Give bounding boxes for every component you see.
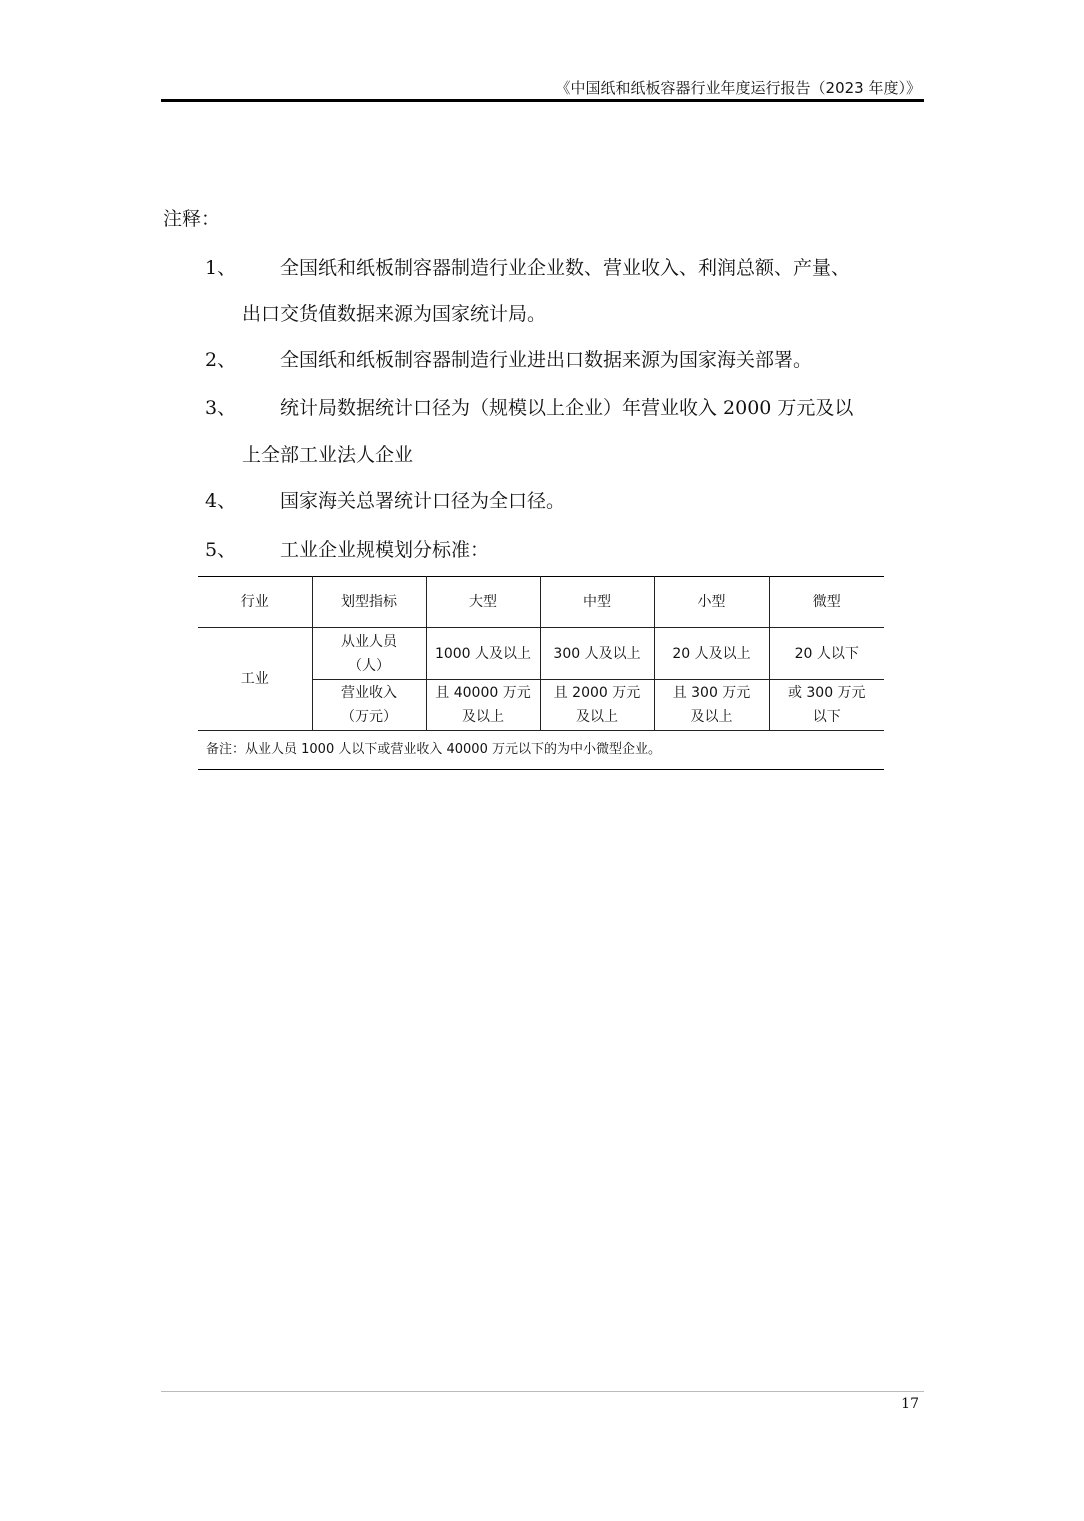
column-header: 大型: [426, 577, 540, 628]
cell-line: 且 2000 万元: [553, 685, 641, 701]
value-cell: [769, 628, 884, 680]
value-cell: [654, 680, 769, 731]
column-header: 划型指标: [312, 577, 426, 628]
column-header: 行业: [198, 577, 312, 628]
cell-line: 从业人员: [341, 633, 397, 650]
note-number: 1、: [205, 257, 237, 279]
page-number: 17: [901, 1396, 919, 1412]
table-footnote: 备注：从业人员 1000 人以下或营业收入 40000 万元以下的为中小微型企业。: [198, 731, 884, 770]
cell-line: 20 人及以上: [672, 645, 751, 662]
cell-line: 以下: [812, 709, 841, 725]
table-footnote-row: [198, 731, 884, 770]
cell-line: 300 人及以上: [553, 645, 641, 662]
notes-heading: 注释：: [163, 208, 221, 230]
cell-line: 且 40000 万元: [435, 685, 531, 701]
footer-rule: [161, 1391, 924, 1392]
column-header: 中型: [540, 577, 654, 628]
cell-line: 或 300 万元: [787, 685, 866, 701]
value-cell: [769, 680, 884, 731]
note-text: 全国纸和纸板制容器制造行业企业数、营业收入、利润总额、产量、: [280, 257, 851, 279]
value-cell: [540, 680, 654, 731]
cell-line: 且 300 万元: [672, 685, 751, 701]
cell-line: 及以上: [576, 709, 618, 725]
enterprise-scale-table: [198, 576, 884, 770]
cell-line: （万元）: [341, 709, 397, 725]
indicator-cell: [312, 680, 426, 731]
note-text: 全国纸和纸板制容器制造行业进出口数据来源为国家海关部署。: [280, 349, 813, 371]
note-continuation: 上全部工业法人企业: [242, 444, 414, 466]
column-header: 小型: [654, 577, 769, 628]
indicator-cell: [312, 628, 426, 680]
cell-line: 营业收入: [341, 685, 397, 701]
value-cell: [426, 680, 540, 731]
industry-cell: 工业: [198, 628, 312, 731]
note-text: 统计局数据统计口径为（规模以上企业）年营业收入 2000 万元及以: [280, 397, 854, 419]
table-header-row: [198, 577, 884, 628]
header-title: 《中国纸和纸板容器行业年度运行报告（2023 年度）》: [555, 79, 921, 97]
value-cell: [426, 628, 540, 680]
header-rule: [161, 99, 924, 102]
cell-line: 及以上: [690, 709, 733, 725]
cell-line: 1000 人及以上: [434, 645, 532, 662]
value-cell: [654, 628, 769, 680]
note-number: 5、: [205, 539, 237, 561]
cell-line: （人）: [348, 657, 390, 674]
note-text: 国家海关总署统计口径为全口径。: [280, 490, 566, 512]
column-header: 微型: [769, 577, 884, 628]
note-number: 2、: [205, 349, 237, 371]
table-row: [198, 628, 884, 680]
note-continuation: 出口交货值数据来源为国家统计局。: [242, 303, 547, 325]
note-text: 工业企业规模划分标准：: [280, 539, 490, 561]
note-number: 4、: [205, 490, 237, 512]
cell-line: 及以上: [462, 709, 504, 725]
cell-line: 20 人以下: [794, 645, 859, 662]
value-cell: [540, 628, 654, 680]
note-number: 3、: [205, 397, 237, 419]
